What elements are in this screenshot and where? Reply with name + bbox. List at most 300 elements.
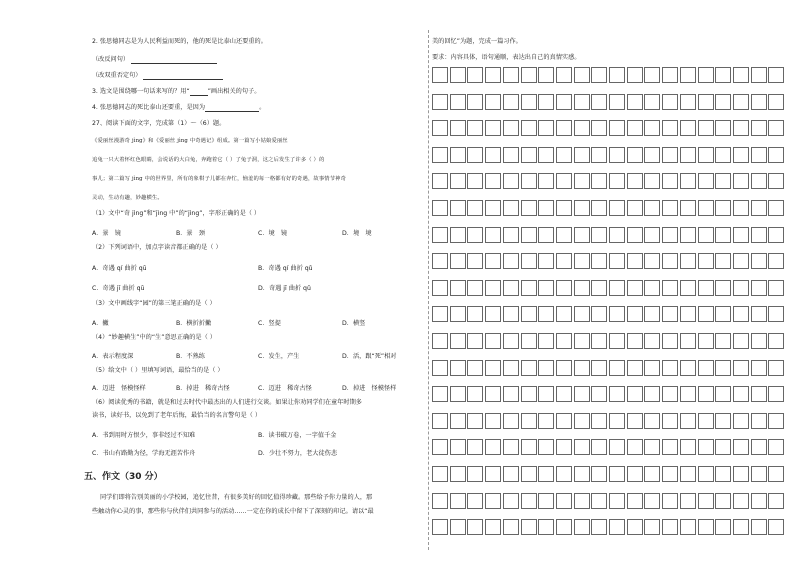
grid-cell[interactable] (485, 413, 501, 429)
grid-cell[interactable] (627, 360, 643, 376)
option-a[interactable]: A．撇 (92, 320, 109, 327)
option-a[interactable]: A．迈进 怪模怪样 (92, 385, 146, 392)
option-b[interactable]: B．奇遇 qí 曲折 qǔ (258, 265, 313, 272)
grid-cell[interactable] (662, 147, 678, 163)
grid-cell[interactable] (467, 493, 483, 509)
grid-cell[interactable] (662, 333, 678, 349)
grid-cell[interactable] (768, 147, 784, 163)
grid-cell[interactable] (467, 67, 483, 83)
grid-cell[interactable] (698, 200, 714, 216)
grid-cell[interactable] (556, 120, 572, 136)
grid-cell[interactable] (768, 120, 784, 136)
grid-cell[interactable] (715, 147, 731, 163)
grid-cell[interactable] (503, 173, 519, 189)
grid-cell[interactable] (698, 386, 714, 402)
grid-cell[interactable] (627, 120, 643, 136)
grid-cell[interactable] (591, 120, 607, 136)
grid-cell[interactable] (591, 94, 607, 110)
grid-cell[interactable] (467, 306, 483, 322)
grid-cell[interactable] (680, 360, 696, 376)
grid-cell[interactable] (662, 306, 678, 322)
grid-cell[interactable] (662, 466, 678, 482)
grid-cell[interactable] (751, 94, 767, 110)
grid-cell[interactable] (591, 466, 607, 482)
grid-cell[interactable] (591, 200, 607, 216)
grid-cell[interactable] (556, 360, 572, 376)
grid-cell[interactable] (538, 493, 554, 509)
grid-cell[interactable] (662, 227, 678, 243)
grid-cell[interactable] (450, 493, 466, 509)
grid-cell[interactable] (467, 227, 483, 243)
grid-cell[interactable] (503, 386, 519, 402)
grid-cell[interactable] (574, 67, 590, 83)
grid-cell[interactable] (450, 94, 466, 110)
grid-cell[interactable] (751, 413, 767, 429)
grid-cell[interactable] (521, 360, 537, 376)
grid-cell[interactable] (627, 67, 643, 83)
grid-cell[interactable] (503, 360, 519, 376)
grid-cell[interactable] (467, 253, 483, 269)
grid-cell[interactable] (521, 67, 537, 83)
grid-cell[interactable] (627, 386, 643, 402)
grid-cell[interactable] (432, 439, 448, 455)
grid-cell[interactable] (432, 333, 448, 349)
grid-cell[interactable] (521, 493, 537, 509)
grid-cell[interactable] (768, 493, 784, 509)
grid-cell[interactable] (751, 173, 767, 189)
grid-cell[interactable] (680, 439, 696, 455)
grid-cell[interactable] (644, 386, 660, 402)
grid-cell[interactable] (485, 147, 501, 163)
option-d[interactable]: D．横竖 (342, 320, 366, 327)
grid-cell[interactable] (627, 519, 643, 535)
grid-cell[interactable] (662, 94, 678, 110)
grid-cell[interactable] (680, 493, 696, 509)
grid-cell[interactable] (485, 253, 501, 269)
grid-cell[interactable] (627, 253, 643, 269)
grid-cell[interactable] (450, 200, 466, 216)
grid-cell[interactable] (521, 413, 537, 429)
grid-cell[interactable] (609, 519, 625, 535)
grid-cell[interactable] (503, 413, 519, 429)
grid-cell[interactable] (609, 227, 625, 243)
grid-cell[interactable] (574, 253, 590, 269)
grid-cell[interactable] (609, 253, 625, 269)
grid-cell[interactable] (432, 147, 448, 163)
grid-cell[interactable] (467, 519, 483, 535)
grid-cell[interactable] (715, 200, 731, 216)
option-c[interactable]: C．迈进 稀奇古怪 (258, 385, 312, 392)
grid-cell[interactable] (591, 280, 607, 296)
grid-cell[interactable] (768, 253, 784, 269)
grid-cell[interactable] (680, 280, 696, 296)
grid-cell[interactable] (768, 67, 784, 83)
grid-cell[interactable] (467, 360, 483, 376)
option-c[interactable]: C．境 镜 (258, 230, 288, 237)
grid-cell[interactable] (467, 413, 483, 429)
grid-cell[interactable] (556, 280, 572, 296)
grid-cell[interactable] (680, 466, 696, 482)
grid-cell[interactable] (751, 280, 767, 296)
grid-cell[interactable] (644, 333, 660, 349)
grid-cell[interactable] (768, 200, 784, 216)
grid-cell[interactable] (574, 120, 590, 136)
grid-cell[interactable] (591, 333, 607, 349)
grid-cell[interactable] (627, 493, 643, 509)
grid-cell[interactable] (521, 439, 537, 455)
grid-cell[interactable] (503, 120, 519, 136)
grid-cell[interactable] (591, 147, 607, 163)
grid-cell[interactable] (467, 200, 483, 216)
grid-cell[interactable] (503, 439, 519, 455)
grid-cell[interactable] (467, 439, 483, 455)
grid-cell[interactable] (609, 147, 625, 163)
grid-cell[interactable] (591, 413, 607, 429)
grid-cell[interactable] (698, 306, 714, 322)
grid-cell[interactable] (627, 147, 643, 163)
grid-cell[interactable] (556, 413, 572, 429)
grid-cell[interactable] (680, 120, 696, 136)
grid-cell[interactable] (662, 386, 678, 402)
option-a[interactable]: A．书到用时方恨少，事非经过不知难 (92, 432, 196, 439)
option-d[interactable]: D．活，跟“死”相对 (342, 353, 397, 360)
grid-cell[interactable] (450, 519, 466, 535)
grid-cell[interactable] (450, 386, 466, 402)
grid-cell[interactable] (662, 200, 678, 216)
grid-cell[interactable] (450, 67, 466, 83)
grid-cell[interactable] (662, 493, 678, 509)
grid-cell[interactable] (574, 94, 590, 110)
grid-cell[interactable] (680, 67, 696, 83)
grid-cell[interactable] (467, 147, 483, 163)
grid-cell[interactable] (521, 280, 537, 296)
grid-cell[interactable] (715, 173, 731, 189)
grid-cell[interactable] (432, 94, 448, 110)
grid-cell[interactable] (574, 466, 590, 482)
grid-cell[interactable] (556, 466, 572, 482)
grid-cell[interactable] (432, 200, 448, 216)
grid-cell[interactable] (733, 227, 749, 243)
grid-cell[interactable] (698, 280, 714, 296)
grid-cell[interactable] (698, 333, 714, 349)
grid-cell[interactable] (662, 67, 678, 83)
grid-cell[interactable] (698, 67, 714, 83)
grid-cell[interactable] (574, 439, 590, 455)
grid-cell[interactable] (538, 280, 554, 296)
grid-cell[interactable] (751, 306, 767, 322)
grid-cell[interactable] (432, 386, 448, 402)
grid-cell[interactable] (574, 227, 590, 243)
grid-cell[interactable] (644, 466, 660, 482)
grid-cell[interactable] (503, 94, 519, 110)
grid-cell[interactable] (733, 253, 749, 269)
grid-cell[interactable] (698, 360, 714, 376)
grid-cell[interactable] (432, 227, 448, 243)
grid-cell[interactable] (467, 280, 483, 296)
grid-cell[interactable] (538, 120, 554, 136)
grid-cell[interactable] (591, 360, 607, 376)
grid-cell[interactable] (733, 439, 749, 455)
grid-cell[interactable] (751, 439, 767, 455)
grid-cell[interactable] (538, 94, 554, 110)
grid-cell[interactable] (644, 413, 660, 429)
grid-cell[interactable] (521, 173, 537, 189)
grid-cell[interactable] (733, 333, 749, 349)
grid-cell[interactable] (485, 227, 501, 243)
grid-cell[interactable] (733, 200, 749, 216)
grid-cell[interactable] (698, 227, 714, 243)
grid-cell[interactable] (768, 280, 784, 296)
answer-blank[interactable] (143, 73, 223, 80)
grid-cell[interactable] (503, 200, 519, 216)
grid-cell[interactable] (680, 519, 696, 535)
grid-cell[interactable] (591, 519, 607, 535)
grid-cell[interactable] (644, 360, 660, 376)
grid-cell[interactable] (698, 94, 714, 110)
grid-cell[interactable] (609, 386, 625, 402)
grid-cell[interactable] (768, 227, 784, 243)
option-c[interactable]: C．奇遇 jī 曲折 qū (92, 285, 145, 292)
grid-cell[interactable] (644, 227, 660, 243)
option-b[interactable]: B．读书破万卷，一字值千金 (258, 432, 337, 439)
grid-cell[interactable] (609, 200, 625, 216)
grid-cell[interactable] (644, 67, 660, 83)
grid-cell[interactable] (450, 280, 466, 296)
grid-cell[interactable] (644, 493, 660, 509)
grid-cell[interactable] (680, 200, 696, 216)
grid-cell[interactable] (733, 280, 749, 296)
grid-cell[interactable] (538, 306, 554, 322)
grid-cell[interactable] (609, 413, 625, 429)
option-c[interactable]: C．竖提 (258, 320, 281, 327)
grid-cell[interactable] (538, 227, 554, 243)
grid-cell[interactable] (698, 519, 714, 535)
grid-cell[interactable] (503, 493, 519, 509)
grid-cell[interactable] (574, 360, 590, 376)
option-d[interactable]: D．奇遇 jī 曲折 qǔ (258, 285, 311, 292)
grid-cell[interactable] (609, 67, 625, 83)
grid-cell[interactable] (698, 439, 714, 455)
grid-cell[interactable] (609, 360, 625, 376)
grid-cell[interactable] (680, 94, 696, 110)
grid-cell[interactable] (503, 280, 519, 296)
grid-cell[interactable] (715, 227, 731, 243)
grid-cell[interactable] (521, 386, 537, 402)
grid-cell[interactable] (609, 493, 625, 509)
grid-cell[interactable] (591, 386, 607, 402)
grid-cell[interactable] (591, 439, 607, 455)
grid-cell[interactable] (627, 280, 643, 296)
grid-cell[interactable] (644, 94, 660, 110)
grid-cell[interactable] (627, 466, 643, 482)
grid-cell[interactable] (538, 333, 554, 349)
grid-cell[interactable] (733, 519, 749, 535)
grid-cell[interactable] (450, 173, 466, 189)
grid-cell[interactable] (662, 120, 678, 136)
grid-cell[interactable] (503, 519, 519, 535)
grid-cell[interactable] (644, 173, 660, 189)
grid-cell[interactable] (450, 360, 466, 376)
grid-cell[interactable] (680, 306, 696, 322)
grid-cell[interactable] (503, 333, 519, 349)
grid-cell[interactable] (503, 67, 519, 83)
grid-cell[interactable] (698, 413, 714, 429)
grid-cell[interactable] (521, 200, 537, 216)
grid-cell[interactable] (609, 173, 625, 189)
grid-cell[interactable] (715, 120, 731, 136)
grid-cell[interactable] (680, 413, 696, 429)
grid-cell[interactable] (768, 466, 784, 482)
grid-cell[interactable] (556, 306, 572, 322)
grid-cell[interactable] (751, 147, 767, 163)
grid-cell[interactable] (521, 519, 537, 535)
grid-cell[interactable] (768, 306, 784, 322)
grid-cell[interactable] (627, 200, 643, 216)
grid-cell[interactable] (432, 280, 448, 296)
option-b[interactable]: B．掉进 稀奇古怪 (176, 385, 230, 392)
grid-cell[interactable] (591, 253, 607, 269)
grid-cell[interactable] (715, 386, 731, 402)
grid-cell[interactable] (751, 253, 767, 269)
grid-cell[interactable] (556, 333, 572, 349)
grid-cell[interactable] (715, 333, 731, 349)
grid-cell[interactable] (715, 253, 731, 269)
grid-cell[interactable] (627, 94, 643, 110)
grid-cell[interactable] (467, 94, 483, 110)
grid-cell[interactable] (698, 253, 714, 269)
grid-cell[interactable] (609, 120, 625, 136)
grid-cell[interactable] (644, 120, 660, 136)
grid-cell[interactable] (644, 439, 660, 455)
grid-cell[interactable] (715, 94, 731, 110)
grid-cell[interactable] (556, 147, 572, 163)
grid-cell[interactable] (751, 466, 767, 482)
grid-cell[interactable] (521, 253, 537, 269)
grid-cell[interactable] (591, 227, 607, 243)
grid-cell[interactable] (662, 413, 678, 429)
grid-cell[interactable] (627, 173, 643, 189)
grid-cell[interactable] (627, 439, 643, 455)
grid-cell[interactable] (574, 147, 590, 163)
grid-cell[interactable] (662, 173, 678, 189)
grid-cell[interactable] (485, 306, 501, 322)
grid-cell[interactable] (609, 306, 625, 322)
option-a[interactable]: A．表示程度深 (92, 353, 134, 360)
grid-cell[interactable] (503, 253, 519, 269)
grid-cell[interactable] (485, 173, 501, 189)
grid-cell[interactable] (733, 360, 749, 376)
grid-cell[interactable] (521, 466, 537, 482)
grid-cell[interactable] (450, 227, 466, 243)
grid-cell[interactable] (485, 333, 501, 349)
grid-cell[interactable] (485, 280, 501, 296)
grid-cell[interactable] (715, 280, 731, 296)
grid-cell[interactable] (556, 439, 572, 455)
grid-cell[interactable] (432, 120, 448, 136)
grid-cell[interactable] (715, 413, 731, 429)
grid-cell[interactable] (751, 67, 767, 83)
grid-cell[interactable] (485, 493, 501, 509)
grid-cell[interactable] (556, 386, 572, 402)
grid-cell[interactable] (485, 120, 501, 136)
grid-cell[interactable] (768, 386, 784, 402)
option-c[interactable]: C．发生，产生 (258, 353, 300, 360)
grid-cell[interactable] (556, 67, 572, 83)
grid-cell[interactable] (538, 439, 554, 455)
grid-cell[interactable] (715, 67, 731, 83)
grid-cell[interactable] (751, 120, 767, 136)
grid-cell[interactable] (609, 94, 625, 110)
grid-cell[interactable] (467, 120, 483, 136)
grid-cell[interactable] (432, 413, 448, 429)
grid-cell[interactable] (503, 466, 519, 482)
grid-cell[interactable] (591, 173, 607, 189)
grid-cell[interactable] (450, 147, 466, 163)
grid-cell[interactable] (574, 386, 590, 402)
grid-cell[interactable] (450, 333, 466, 349)
grid-cell[interactable] (432, 253, 448, 269)
grid-cell[interactable] (467, 386, 483, 402)
grid-cell[interactable] (432, 466, 448, 482)
grid-cell[interactable] (450, 439, 466, 455)
grid-cell[interactable] (644, 306, 660, 322)
answer-blank[interactable] (205, 105, 259, 112)
grid-cell[interactable] (538, 147, 554, 163)
grid-cell[interactable] (609, 466, 625, 482)
grid-cell[interactable] (627, 413, 643, 429)
grid-cell[interactable] (485, 67, 501, 83)
grid-cell[interactable] (751, 386, 767, 402)
grid-cell[interactable] (574, 413, 590, 429)
grid-cell[interactable] (698, 147, 714, 163)
grid-cell[interactable] (733, 67, 749, 83)
grid-cell[interactable] (768, 360, 784, 376)
grid-cell[interactable] (521, 147, 537, 163)
grid-cell[interactable] (680, 386, 696, 402)
grid-cell[interactable] (574, 519, 590, 535)
grid-cell[interactable] (485, 386, 501, 402)
grid-cell[interactable] (733, 493, 749, 509)
grid-cell[interactable] (538, 519, 554, 535)
grid-cell[interactable] (698, 493, 714, 509)
grid-cell[interactable] (556, 253, 572, 269)
grid-cell[interactable] (538, 360, 554, 376)
grid-cell[interactable] (503, 147, 519, 163)
grid-cell[interactable] (698, 466, 714, 482)
grid-cell[interactable] (609, 333, 625, 349)
grid-cell[interactable] (751, 519, 767, 535)
option-a[interactable]: A．景 镜 (92, 230, 121, 237)
grid-cell[interactable] (680, 333, 696, 349)
grid-cell[interactable] (627, 227, 643, 243)
grid-cell[interactable] (432, 519, 448, 535)
grid-cell[interactable] (450, 466, 466, 482)
grid-cell[interactable] (751, 333, 767, 349)
grid-cell[interactable] (591, 67, 607, 83)
grid-cell[interactable] (574, 333, 590, 349)
grid-cell[interactable] (715, 493, 731, 509)
option-c[interactable]: C．书山有路勤为径，学海无涯苦作舟 (92, 450, 196, 457)
option-d[interactable]: D．掉进 怪模怪样 (342, 385, 397, 392)
grid-cell[interactable] (521, 333, 537, 349)
grid-cell[interactable] (432, 493, 448, 509)
grid-cell[interactable] (609, 439, 625, 455)
grid-cell[interactable] (751, 200, 767, 216)
grid-cell[interactable] (733, 120, 749, 136)
option-d[interactable]: D．少壮不努力，老大徒伤悲 (258, 450, 338, 457)
grid-cell[interactable] (450, 120, 466, 136)
grid-cell[interactable] (662, 253, 678, 269)
